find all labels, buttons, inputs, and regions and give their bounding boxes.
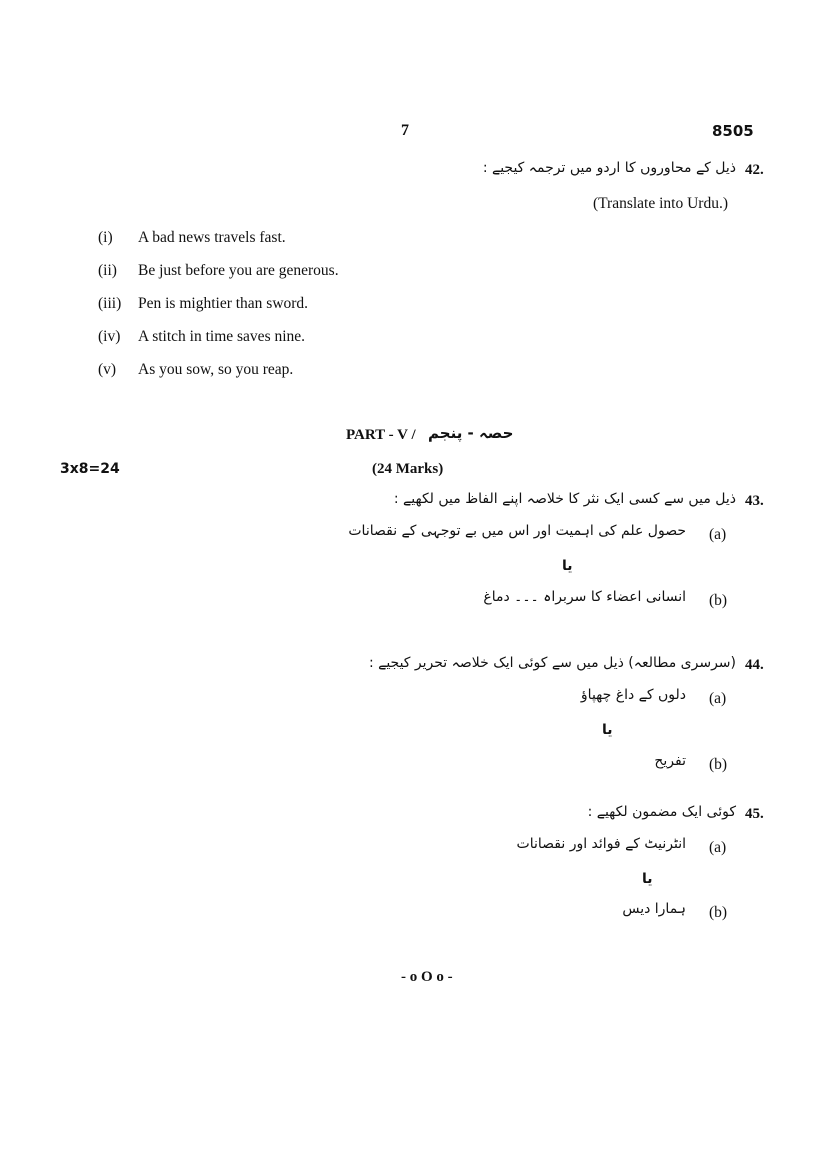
item-number: (iv) bbox=[98, 328, 121, 345]
option-a-label: (a) bbox=[709, 526, 727, 543]
question-43-number: 43. bbox=[745, 493, 764, 509]
question-43-option-a: حصول علم کی اہمیت اور اس میں بے توجہی کے نقصانات bbox=[348, 523, 686, 539]
or-divider: یا bbox=[562, 558, 573, 574]
part-title-urdu: حصہ - پنجم bbox=[428, 424, 514, 442]
item-number: (i) bbox=[98, 229, 113, 246]
item-number: (iii) bbox=[98, 295, 122, 312]
item-text: A bad news travels fast. bbox=[138, 229, 286, 246]
part-title-english: PART - V / bbox=[346, 427, 416, 443]
item-text: Be just before you are generous. bbox=[138, 262, 339, 279]
option-b-label: (b) bbox=[709, 756, 728, 773]
question-45-option-b: ہمارا دیس bbox=[622, 901, 686, 917]
question-42-urdu-instruction: ذیل کے محاوروں کا اردو میں ترجمہ کیجیے : bbox=[482, 160, 736, 176]
question-44-option-a: دلوں کے داغ چھپاؤ bbox=[580, 687, 686, 703]
item-number: (ii) bbox=[98, 262, 117, 279]
option-a-label: (a) bbox=[709, 839, 727, 856]
question-44-instruction: (سرسری مطالعہ) ذیل میں سے کوئی ایک خلاصہ تحریر کیجیے : bbox=[368, 655, 736, 671]
option-b-label: (b) bbox=[709, 592, 728, 609]
marks-breakdown: 3x8=24 bbox=[60, 461, 120, 477]
question-44-number: 44. bbox=[745, 657, 764, 673]
or-divider: یا bbox=[602, 722, 613, 738]
option-a-label: (a) bbox=[709, 690, 727, 707]
question-43-instruction: ذیل میں سے کسی ایک نثر کا خلاصہ اپنے الفاظ میں لکھیے : bbox=[393, 491, 736, 507]
item-text: A stitch in time saves nine. bbox=[138, 328, 306, 345]
question-45-instruction: کوئی ایک مضمون لکھیے : bbox=[587, 804, 736, 820]
item-text: Pen is mightier than sword. bbox=[138, 295, 309, 312]
question-42-number: 42. bbox=[745, 162, 764, 178]
question-44-option-b: تفریح bbox=[654, 753, 686, 769]
question-45-number: 45. bbox=[745, 806, 764, 822]
or-divider: یا bbox=[642, 871, 653, 887]
question-42-english-instruction: (Translate into Urdu.) bbox=[592, 195, 728, 212]
page-number: 7 bbox=[401, 122, 409, 139]
question-45-option-a: انٹرنیٹ کے فوائد اور نقصانات bbox=[516, 836, 686, 852]
question-43-option-b: انسانی اعضاء کا سربراہ ۔۔۔ دماغ bbox=[483, 589, 686, 605]
end-of-paper-mark: - o O o - bbox=[401, 969, 453, 985]
part-total-marks: (24 Marks) bbox=[372, 461, 444, 477]
item-number: (v) bbox=[98, 361, 117, 378]
item-text: As you sow, so you reap. bbox=[138, 361, 294, 378]
option-b-label: (b) bbox=[709, 904, 728, 921]
paper-code: 8505 bbox=[712, 122, 754, 140]
